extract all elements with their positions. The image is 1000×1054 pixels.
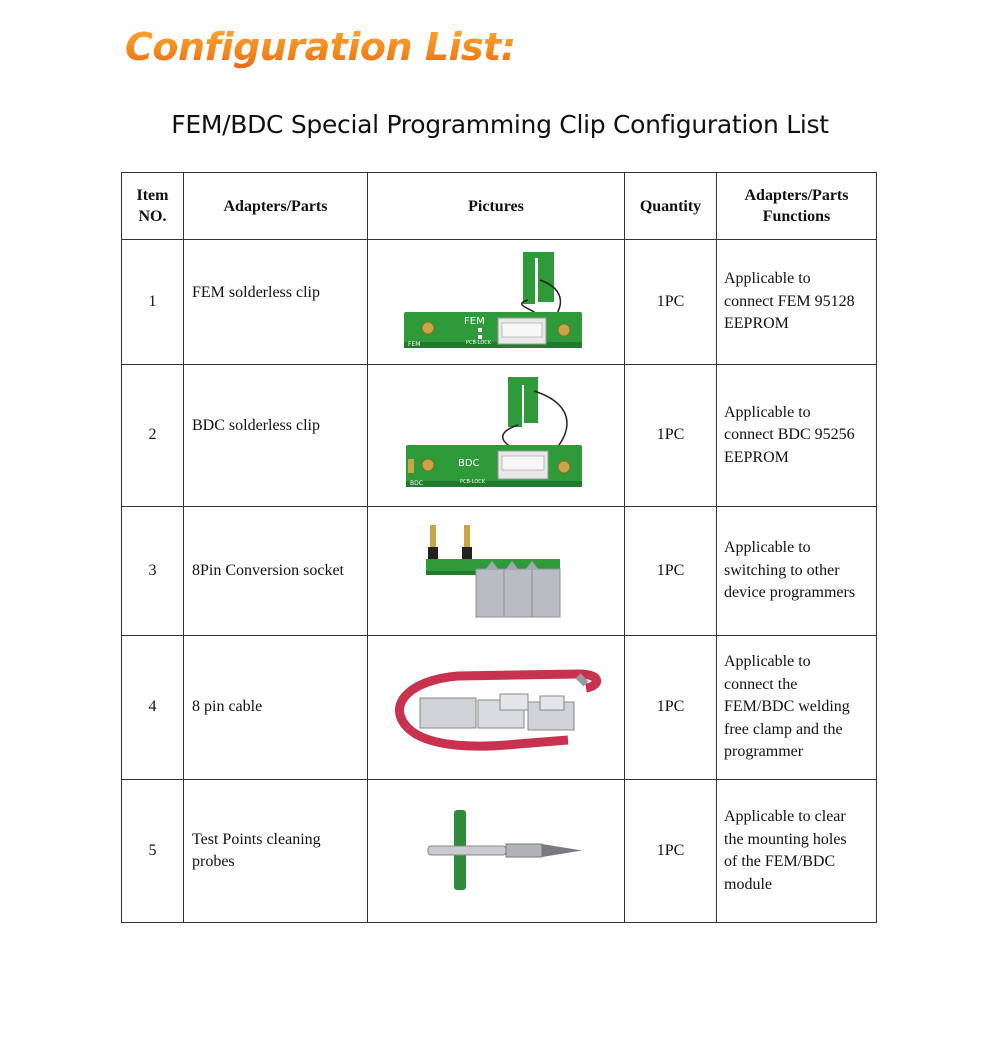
- quantity: 1PC: [625, 240, 717, 365]
- board-corner-label: FEM: [408, 341, 421, 348]
- part-function: [717, 636, 877, 780]
- item-number: 1: [122, 240, 184, 365]
- table-row: [122, 507, 877, 636]
- function-line: Applicable to: [724, 403, 811, 421]
- part-picture: [368, 240, 625, 365]
- function-line: the mounting holes: [724, 830, 847, 848]
- quantity: 1PC: [625, 636, 717, 780]
- conversion-socket-photo: [368, 507, 624, 635]
- header-quantity: Quantity: [625, 173, 717, 240]
- function-line: programmer: [724, 743, 804, 761]
- fem-clip-photo: [368, 240, 624, 364]
- function-line: device programmers: [724, 584, 856, 602]
- function-line: Applicable to: [724, 539, 811, 557]
- part-function: [717, 365, 877, 507]
- part-name-line: probes: [192, 853, 235, 870]
- part-function: [717, 780, 877, 923]
- item-number: 2: [122, 365, 184, 507]
- part-function: [717, 507, 877, 636]
- bdc-clip-photo: [368, 365, 624, 506]
- part-name: [184, 780, 368, 923]
- part-picture: [368, 780, 625, 923]
- part-name: 8 pin cable: [184, 636, 368, 780]
- item-number: 4: [122, 636, 184, 780]
- function-line: connect the: [724, 675, 798, 693]
- part-picture: [368, 507, 625, 636]
- header-row: [122, 173, 877, 240]
- function-line: FEM/BDC welding: [724, 698, 850, 716]
- part-name: BDC solderless clip: [184, 365, 368, 507]
- function-line: Applicable to: [724, 270, 811, 288]
- header-item-no: Item NO.: [122, 173, 184, 240]
- heading-block: [125, 18, 545, 88]
- function-line: module: [724, 875, 772, 893]
- part-function: [717, 240, 877, 365]
- item-number: 5: [122, 780, 184, 923]
- function-line: Applicable to clear: [724, 808, 846, 825]
- board-label: FEM: [464, 316, 485, 327]
- quantity: 1PC: [625, 507, 717, 636]
- table-row: [122, 365, 877, 507]
- part-name: 8Pin Conversion socket: [184, 507, 368, 636]
- board-lock-label: PCB-LOCK: [466, 340, 492, 346]
- board-label: BDC: [458, 458, 480, 469]
- board-lock-label: PCB-LOCK: [460, 479, 486, 485]
- quantity: 1PC: [625, 780, 717, 923]
- quantity: 1PC: [625, 365, 717, 507]
- part-picture: [368, 365, 625, 507]
- function-line: EEPROM: [724, 315, 789, 333]
- page-heading: Configuration List:: [125, 18, 545, 76]
- board-corner-label: BDC: [410, 480, 423, 487]
- ribbon-cable-photo: [368, 636, 624, 779]
- part-picture: [368, 636, 625, 780]
- function-line: of the FEM/BDC: [724, 853, 836, 870]
- header-pictures: Pictures: [368, 173, 625, 240]
- cleaning-probe-photo: [368, 780, 624, 922]
- item-number: 3: [122, 507, 184, 636]
- part-name: FEM solderless clip: [184, 240, 368, 365]
- header-parts: Adapters/Parts: [184, 173, 368, 240]
- function-line: free clamp and the: [724, 720, 843, 738]
- table-row: [122, 780, 877, 923]
- header-functions: Adapters/Parts Functions: [717, 173, 877, 240]
- function-line: Applicable to: [724, 653, 811, 671]
- function-line: EEPROM: [724, 448, 789, 466]
- function-line: switching to other: [724, 561, 840, 579]
- table-row: [122, 240, 877, 365]
- part-name-line: Test Points cleaning: [192, 830, 321, 848]
- table-row: [122, 636, 877, 780]
- function-line: connect FEM 95128: [724, 292, 855, 310]
- document-title: FEM/BDC Special Programming Clip Configuration List: [171, 110, 829, 139]
- configuration-table: [121, 172, 877, 923]
- function-line: connect BDC 95256: [724, 426, 855, 444]
